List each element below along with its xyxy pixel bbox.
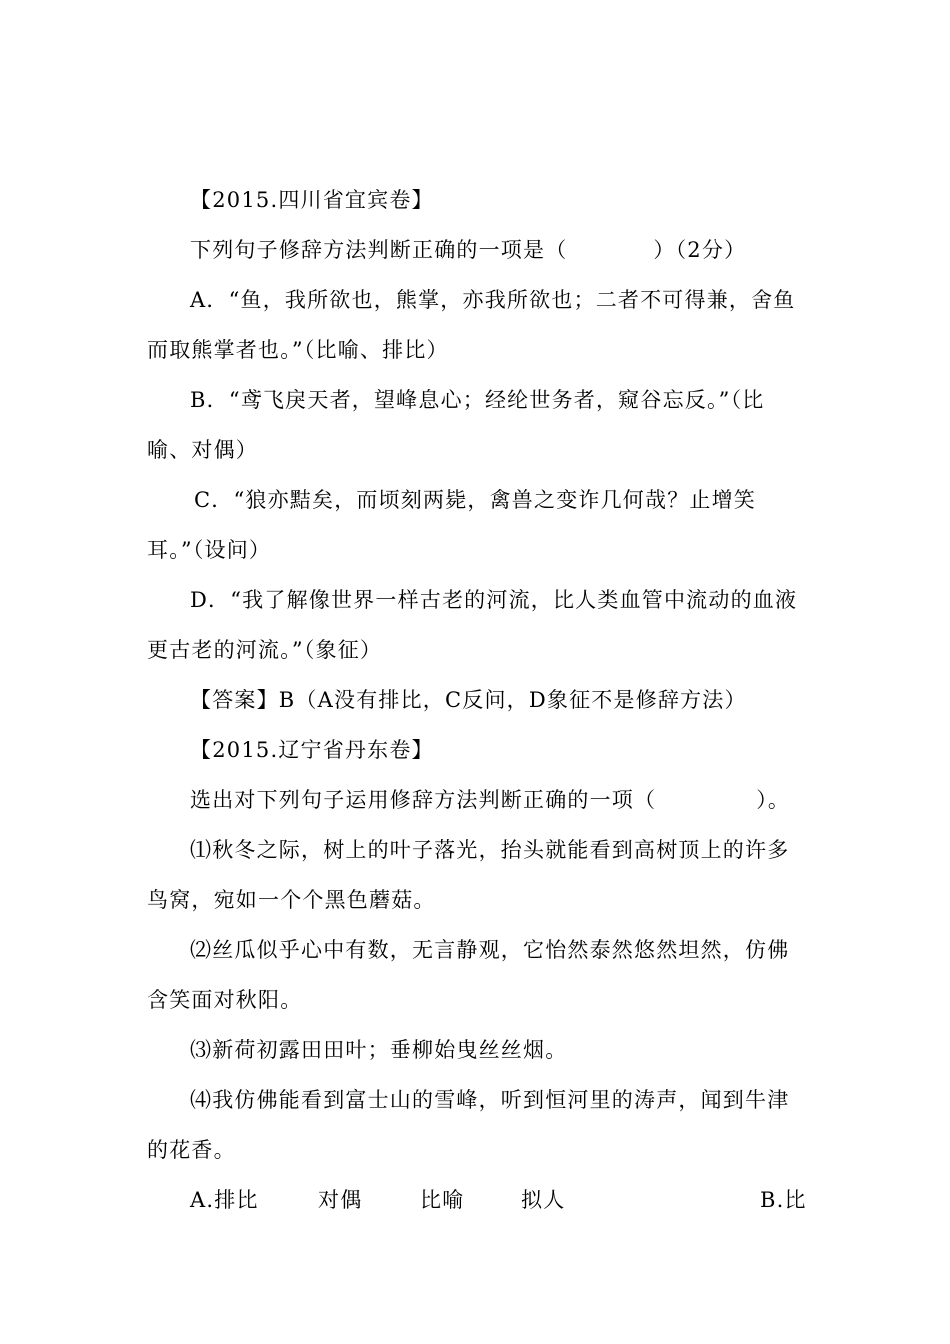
- q2-source: 【2015.辽宁省丹东卷】: [190, 738, 434, 762]
- q2-item4-line1: ⑷我仿佛能看到富士山的雪峰，听到恒河里的涛声，闻到牛津: [190, 1088, 790, 1112]
- q2-choice-b-label: B.比: [760, 1188, 807, 1212]
- q1-option-b-line2: 喻、对偶）: [147, 438, 258, 462]
- q2-choice-a-3: 比喻: [420, 1188, 465, 1212]
- q1-stem-before: 下列句子修辞方法判断正确的一项是（: [190, 238, 568, 262]
- q2-stem-after: ）。: [756, 788, 791, 812]
- q2-choice-a-label: A.排比: [190, 1188, 259, 1212]
- q2-item3-line1: ⑶新荷初露田田叶；垂柳始曳丝丝烟。: [190, 1038, 568, 1062]
- q1-option-a-line2: 而取熊掌者也。”（比喻、排比）: [147, 338, 449, 362]
- q1-option-b-line1: B．“鸢飞戾天者，望峰息心；经纶世务者，窥谷忘反。”（比: [190, 388, 765, 412]
- q2-item2-line1: ⑵丝瓜似乎心中有数，无言静观，它怡然泰然悠然坦然，仿佛: [190, 938, 790, 962]
- q2-item1-line2: 鸟窝，宛如一个个黑色蘑菇。: [147, 888, 436, 912]
- q1-stem: [190, 236, 746, 264]
- q2-item2-line2: 含笑面对秋阳。: [147, 988, 303, 1012]
- q2-stem-before: 选出对下列句子运用修辞方法判断正确的一项（: [190, 788, 657, 812]
- q1-answer: 【答案】B（A没有排比，C反问，D象征不是修辞方法）: [190, 688, 747, 712]
- q1-option-d-line1: D．“我了解像世界一样古老的河流，比人类血管中流动的血液: [190, 588, 798, 612]
- q1-option-a-line1: A．“鱼，我所欲也，熊掌，亦我所欲也；二者不可得兼，舍鱼: [190, 288, 796, 312]
- q1-option-c-line1: C．“狼亦黠矣，而顷刻两毙，禽兽之变诈几何哉？止增笑: [194, 488, 757, 512]
- q1-source: 【2015.四川省宜宾卷】: [190, 188, 434, 212]
- q2-stem: [190, 786, 790, 814]
- q1-option-d-line2: 更古老的河流。”（象征）: [147, 638, 383, 662]
- q1-stem-after: ）（2分）: [653, 238, 747, 262]
- q1-option-c-line2: 耳。”（设问）: [147, 538, 272, 562]
- q2-choice-a-4: 拟人: [521, 1188, 566, 1212]
- q2-item4-line2: 的花香。: [147, 1138, 236, 1162]
- q2-choice-a-2: 对偶: [318, 1188, 363, 1212]
- q2-item1-line1: ⑴秋冬之际，树上的叶子落光，抬头就能看到高树顶上的许多: [190, 838, 790, 862]
